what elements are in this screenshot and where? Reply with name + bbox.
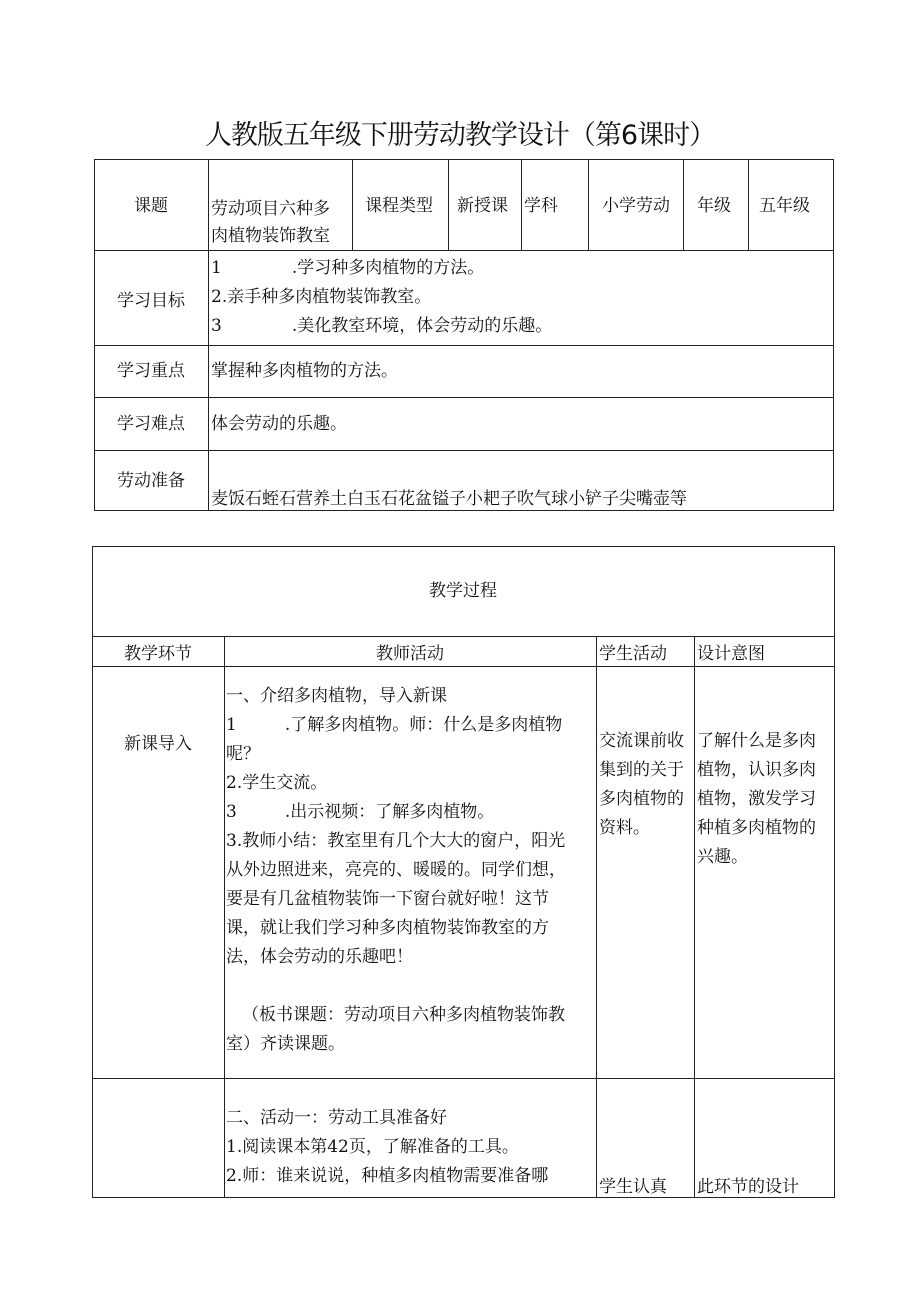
grade-label: 年级 (697, 196, 731, 216)
header-stage: 教学环节 (124, 644, 192, 664)
goals-label: 学习目标 (117, 291, 185, 311)
difficulty-label: 学习难点 (117, 414, 185, 434)
student-activity-2: 学生认真 (599, 1177, 667, 1197)
design-intent-2: 此环节的设计 (697, 1177, 799, 1197)
goal-item: 1 .学习种多肉植物的方法。 (211, 258, 485, 278)
student-activity-1: 交流课前收 集到的关于 多肉植物的 资料。 (599, 731, 684, 838)
course-type-label: 课程类型 (365, 196, 433, 216)
page-title: 人教版五年级下册劳动教学设计（第6课时） (204, 120, 716, 151)
header-intent: 设计意图 (697, 644, 765, 664)
teacher-activity-2: 二、活动一：劳动工具准备好 1.阅读课本第42页，了解准备的工具。 2.师：谁来说说，种植多肉植物需要准备哪 (226, 1108, 549, 1186)
topic-label: 课题 (134, 196, 168, 216)
goal-item: 2.亲手种多肉植物装饰教室。 (211, 287, 432, 307)
subject-label: 学科 (524, 196, 558, 216)
goals-list (211, 254, 552, 341)
stage-new-lesson: 新课导入 (124, 734, 192, 754)
header-teacher: 教师活动 (376, 644, 444, 664)
process-heading: 教学过程 (429, 581, 497, 601)
goal-item: 3 .美化教室环境，体会劳动的乐趣。 (211, 316, 553, 336)
grade-value: 五年级 (759, 196, 810, 216)
subject-value: 小学劳动 (602, 196, 670, 216)
key-point-value: 掌握种多肉植物的方法。 (211, 361, 398, 381)
preparation-label: 劳动准备 (117, 471, 185, 491)
difficulty-value: 体会劳动的乐趣。 (211, 414, 347, 434)
preparation-value: 麦饭石蛭石营养土白玉石花盆镒子小耙子吹气球小铲子尖嘴壶等 (211, 489, 687, 509)
key-point-label: 学习重点 (117, 361, 185, 381)
teacher-activity-1: 一、介绍多肉植物，导入新课 1 .了解多肉植物。师：什么是多肉植物 呢？ 2.学生交流。 3 .出示视频：了解多肉植物。 3.教师小结：教室里有几个大大的窗户，阳光 从外边照进来，亮亮的、暖暖的。同学们想， 要是有几盆植物装饰一下窗台就好啦！这节 课，就让我们学习种多肉植物装饰教室的方 法，体会劳动的乐趣吧！ （板书课题：劳动项目六种多肉植物装饰教 室）齐读课题。 (226, 686, 566, 1054)
design-intent-1: 了解什么是多肉 植物，认识多肉 植物，激发学习 种植多肉植物的 兴趣。 (697, 731, 816, 867)
topic-value: 劳动项目六种多 肉植物装饰教室 (211, 199, 330, 246)
course-type-value: 新授课 (457, 196, 508, 216)
header-student: 学生活动 (599, 644, 667, 664)
